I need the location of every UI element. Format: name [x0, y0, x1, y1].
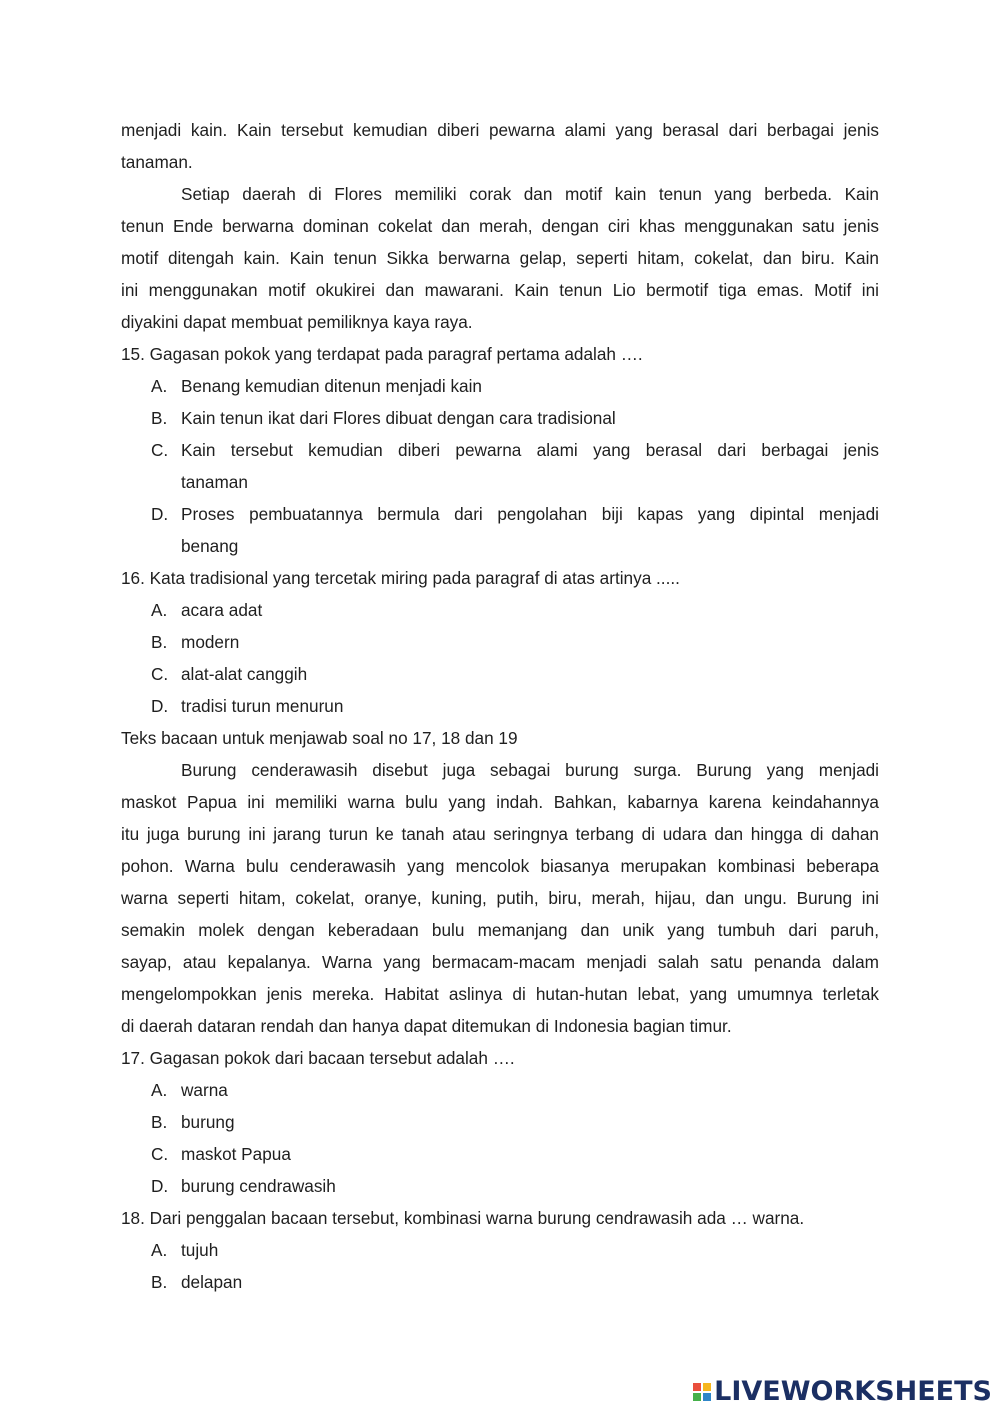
passage-line: menjadi kain. Kain tersebut kemudian diberi pewarna alami yang berasal dari berbagai jenis: [121, 120, 879, 140]
passage-line: sayap, atau kepalanya. Warna yang bermacam-macam menjadi salah satu penanda dalam: [121, 952, 879, 972]
option-letter: B.: [151, 632, 168, 652]
option-letter: B.: [151, 408, 168, 428]
option-15-c[interactable]: [151, 434, 879, 466]
option-letter: D.: [151, 696, 169, 716]
passage-line: ini menggunakan motif okukirei dan mawarani. Kain tenun Lio bermotif tiga emas. Motif ini: [121, 280, 879, 300]
option-letter: A.: [151, 1080, 168, 1100]
worksheet-page: [121, 114, 879, 1298]
option-text: alat-alat canggih: [181, 664, 308, 684]
option-letter: A.: [151, 1240, 168, 1260]
option-17-d[interactable]: [151, 1170, 879, 1202]
option-text: burung: [181, 1112, 235, 1132]
reading-intro: Teks bacaan untuk menjawab soal no 17, 18 dan 19: [121, 728, 518, 748]
passage-line: motif ditengah kain. Kain tenun Sikka berwarna gelap, seperti hitam, cokelat, dan biru. Kain: [121, 248, 879, 268]
option-16-c[interactable]: [151, 658, 879, 690]
logo-square: [693, 1393, 701, 1401]
logo-text: LIVEWORKSHEETS: [714, 1376, 992, 1407]
option-letter: D.: [151, 504, 169, 524]
option-continuation: benang: [181, 536, 239, 556]
option-text: maskot Papua: [181, 1144, 291, 1164]
option-16-b[interactable]: [151, 626, 879, 658]
passage-line: itu juga burung ini jarang turun ke tanah atau seringnya terbang di udara dan hingga di dahan: [121, 824, 879, 844]
passage-line: maskot Papua ini memiliki warna bulu yang indah. Bahkan, kabarnya karena keindahannya: [121, 792, 879, 812]
option-text: delapan: [181, 1272, 243, 1292]
option-letter: A.: [151, 376, 168, 396]
passage-line: tanaman.: [121, 152, 193, 172]
question-17: 17. Gagasan pokok dari bacaan tersebut adalah ….: [121, 1048, 515, 1068]
option-letter: C.: [151, 664, 169, 684]
option-18-b[interactable]: [151, 1266, 879, 1298]
question-16: 16. Kata tradisional yang tercetak miring pada paragraf di atas artinya .....: [121, 568, 680, 588]
question-15: 15. Gagasan pokok yang terdapat pada paragraf pertama adalah ….: [121, 344, 643, 364]
option-text: burung cendrawasih: [181, 1176, 336, 1196]
passage-line: di daerah dataran rendah dan hanya dapat ditemukan di Indonesia bagian timur.: [121, 1016, 732, 1036]
liveworksheets-logo[interactable]: [693, 1376, 992, 1407]
passage-line: semakin molek dengan keberadaan bulu memanjang dan unik yang tumbuh dari paruh,: [121, 920, 879, 940]
option-letter: A.: [151, 600, 168, 620]
option-16-a[interactable]: [151, 594, 879, 626]
passage-line: diyakini dapat membuat pemiliknya kaya raya.: [121, 312, 473, 332]
option-17-a[interactable]: [151, 1074, 879, 1106]
option-text: tujuh: [181, 1240, 219, 1260]
passage-line: Setiap daerah di Flores memiliki corak dan motif kain tenun yang berbeda. Kain: [181, 184, 879, 204]
option-letter: C.: [151, 1144, 169, 1164]
option-15-b[interactable]: [151, 402, 879, 434]
option-text: tradisi turun menurun: [181, 696, 344, 716]
option-15-d[interactable]: [151, 498, 879, 530]
option-text: warna: [181, 1080, 228, 1100]
option-16-d[interactable]: [151, 690, 879, 722]
option-text: Benang kemudian ditenun menjadi kain: [181, 376, 482, 396]
option-letter: B.: [151, 1112, 168, 1132]
option-17-c[interactable]: [151, 1138, 879, 1170]
logo-square: [693, 1383, 701, 1391]
option-text: Proses pembuatannya bermula dari pengolahan biji kapas yang dipintal menjadi: [181, 504, 879, 524]
logo-square: [703, 1393, 711, 1401]
option-17-b[interactable]: [151, 1106, 879, 1138]
logo-square: [703, 1383, 711, 1391]
option-letter: D.: [151, 1176, 169, 1196]
option-18-a[interactable]: [151, 1234, 879, 1266]
option-text: Kain tenun ikat dari Flores dibuat dengan cara tradisional: [181, 408, 616, 428]
option-text: Kain tersebut kemudian diberi pewarna alami yang berasal dari berbagai jenis: [181, 440, 879, 460]
passage-line: mengelompokkan jenis mereka. Habitat aslinya di hutan-hutan lebat, yang umumnya terletak: [121, 984, 879, 1004]
option-continuation: tanaman: [181, 472, 248, 492]
logo-icon: [693, 1383, 711, 1401]
passage-line: Burung cenderawasih disebut juga sebagai burung surga. Burung yang menjadi: [181, 760, 879, 780]
option-letter: B.: [151, 1272, 168, 1292]
passage-line: warna seperti hitam, cokelat, oranye, kuning, putih, biru, merah, hijau, dan ungu. Burung ini: [121, 888, 879, 908]
option-text: acara adat: [181, 600, 263, 620]
option-text: modern: [181, 632, 240, 652]
passage-line: pohon. Warna bulu cenderawasih yang mencolok biasanya merupakan kombinasi beberapa: [121, 856, 879, 876]
question-18: 18. Dari penggalan bacaan tersebut, kombinasi warna burung cendrawasih ada … warna.: [121, 1208, 805, 1228]
passage-line: tenun Ende berwarna dominan cokelat dan merah, dengan ciri khas menggunakan satu jenis: [121, 216, 879, 236]
option-letter: C.: [151, 440, 169, 460]
option-15-a[interactable]: [151, 370, 879, 402]
